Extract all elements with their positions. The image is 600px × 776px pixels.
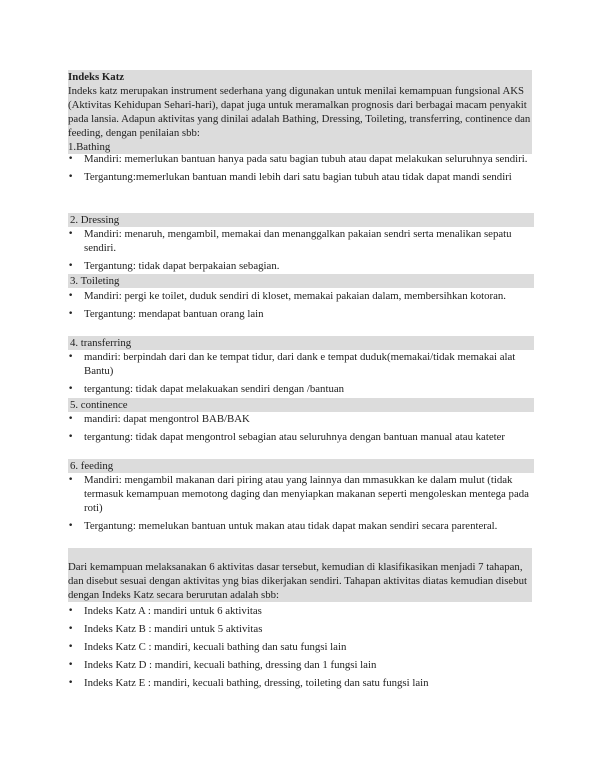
document-title: Indeks Katz	[68, 71, 125, 83]
list-item: • Tergantung: tidak dapat berpakaian sebagian.	[68, 259, 532, 273]
section-heading-toileting: 3. Toileting	[68, 274, 534, 288]
list-item: • mandiri: dapat mengontrol BAB/BAK	[68, 412, 532, 426]
list-item: • Tergantung: mendapat bantuan orang lain	[68, 307, 532, 321]
summary-block	[68, 548, 532, 602]
list-item: • Indeks Katz C : mandiri, kecuali bathing dan satu fungsi lain	[68, 640, 532, 654]
list-item: • Mandiri: mengambil makanan dari piring atau yang lainnya dan mmasukkan ke dalam mulut (tidak termasuk kemampuan memotong daging dan menyiapkan makanan seperti mengoleskan mentega pada roti)	[68, 473, 532, 515]
section-heading-continence: 5. continence	[68, 398, 534, 412]
list-item: • mandiri: berpindah dari dan ke tempat tidur, dari dank e tempat duduk(memakai/tidak memakai alat Bantu)	[68, 350, 532, 378]
list-item: • Indeks Katz D : mandiri, kecuali bathing, dressing dan 1 fungsi lain	[68, 658, 532, 672]
section-heading-transferring: 4. transferring	[68, 336, 534, 350]
list-item: • Indeks Katz A : mandiri untuk 6 aktivitas	[68, 604, 532, 618]
bathing-list	[68, 152, 532, 184]
list-item: • Tergantung: memelukan bantuan untuk makan atau tidak dapat makan sendiri secara parenteral.	[68, 519, 532, 533]
section-heading-bathing: 1.Bathing	[68, 141, 111, 153]
intro-paragraph: Indeks katz merupakan instrument sederhana yang digunakan untuk menilai kemampuan fungsional AKS (Aktivitas Kehidupan Sehari-hari), dapat juga untuk meramalkan prognosis dari berbagai macam penyakit pada lansia. Adapun aktivitas yang dinilai adalah Bathing, Dressing, Toileting, transferring, continence dan feeding, dengan penilaian sbb:	[68, 85, 531, 139]
dressing-list	[68, 227, 532, 273]
list-item: • Indeks Katz E : mandiri, kecuali bathing, dressing, toileting dan satu fungsi lain	[68, 676, 532, 690]
katz-grades-list	[68, 604, 532, 690]
toileting-list	[68, 289, 532, 321]
summary-paragraph: Dari kemampuan melaksanakan 6 aktivitas dasar tersebut, kemudian di klasifikasikan menjadi 7 tahapan, dan disebut sesuai dengan aktivitas yng bias dikerjakan sendiri. Tahapan aktivitas diatas kemudian disebut dengan Indeks Katz secara berurutan adalah sbb:	[68, 561, 527, 601]
intro-block	[68, 70, 532, 154]
list-item: • Mandiri: pergi ke toilet, duduk sendiri di kloset, memakai pakaian dalam, membersihkan kotoran.	[68, 289, 532, 303]
list-item: • Tergantung:memerlukan bantuan mandi lebih dari satu bagian tubuh atau tidak dapat mandi sendiri	[68, 170, 532, 184]
continence-list	[68, 412, 532, 444]
list-item: • Mandiri: memerlukan bantuan hanya pada satu bagian tubuh atau dapat melakukan seluruhnya sendiri.	[68, 152, 532, 166]
list-item: • tergantung: tidak dapat melakuakan sendiri dengan /bantuan	[68, 382, 532, 396]
feeding-list	[68, 473, 532, 533]
list-item: • Mandiri: menaruh, mengambil, memakai dan menanggalkan pakaian sendri serta menalikan sepatu sendiri.	[68, 227, 532, 255]
list-item: • tergantung: tidak dapat mengontrol sebagian atau seluruhnya dengan bantuan manual atau kateter	[68, 430, 532, 444]
transferring-list	[68, 350, 532, 396]
list-item: • Indeks Katz B : mandiri untuk 5 aktivitas	[68, 622, 532, 636]
section-heading-dressing: 2. Dressing	[68, 213, 534, 227]
section-heading-feeding: 6. feeding	[68, 459, 534, 473]
